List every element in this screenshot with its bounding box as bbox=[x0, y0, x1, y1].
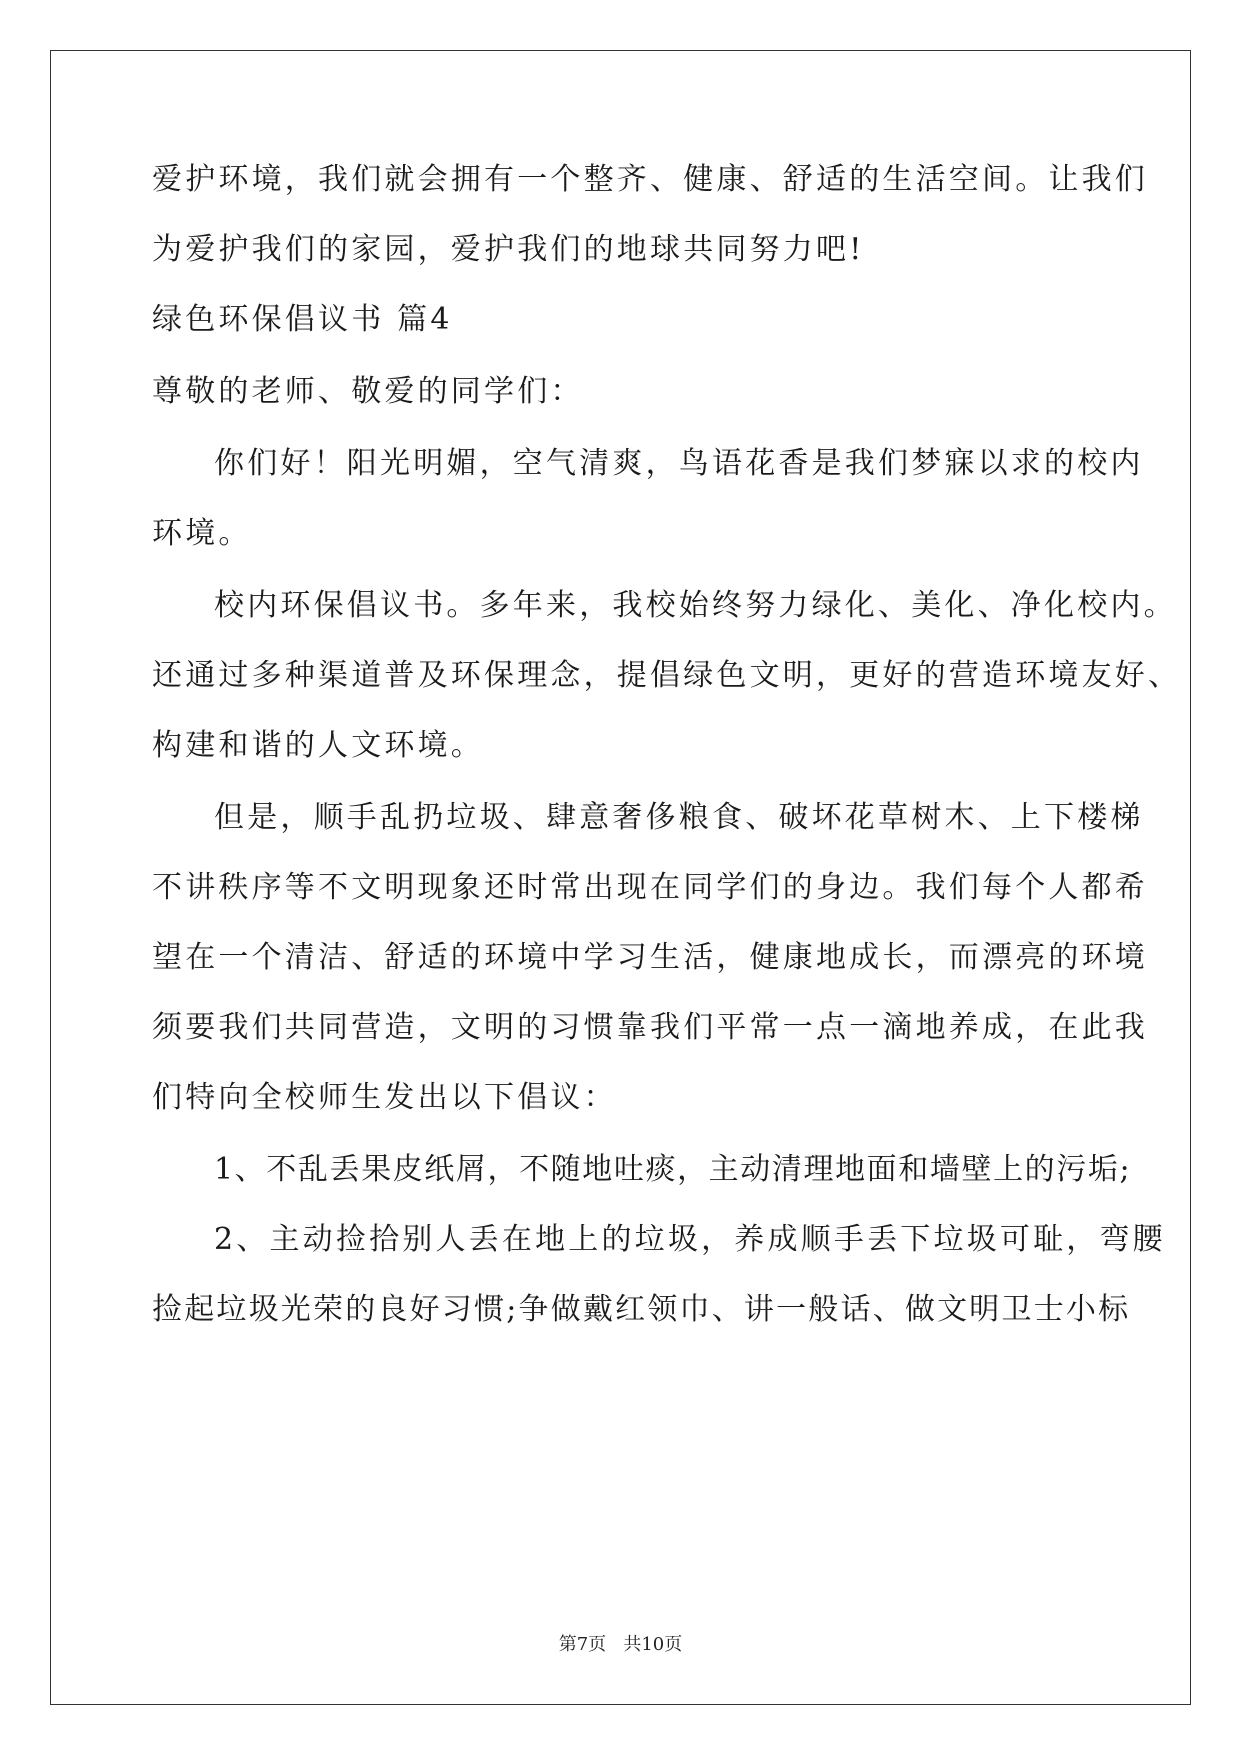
paragraph-line: 环境。 bbox=[152, 516, 252, 551]
paragraph-line: 捡起垃圾光荣的良好习惯;争做戴红领巾、讲一般话、做文明卫士小标 bbox=[152, 1292, 1131, 1327]
paragraph-line: 还通过多种渠道普及环保理念，提倡绿色文明，更好的营造环境友好、 bbox=[152, 658, 1182, 693]
paragraph-line: 不讲秩序等不文明现象还时常出现在同学们的身边。我们每个人都希 bbox=[152, 870, 1148, 905]
page-number: 第7页 共10页 bbox=[558, 1634, 683, 1655]
paragraph-line: 们特向全校师生发出以下倡议： bbox=[152, 1080, 617, 1115]
paragraph-line: 爱护环境，我们就会拥有一个整齐、健康、舒适的生活空间。让我们 bbox=[152, 162, 1148, 197]
paragraph-line: 校内环保倡议书。多年来，我校始终努力绿化、美化、净化校内。 bbox=[214, 588, 1177, 623]
paragraph-line: 你们好！阳光明媚，空气清爽，鸟语花香是我们梦寐以求的校内 bbox=[214, 446, 1144, 481]
salutation: 尊敬的老师、敬爱的同学们： bbox=[152, 374, 584, 409]
paragraph-line: 须要我们共同营造，文明的习惯靠我们平常一点一滴地养成，在此我 bbox=[152, 1010, 1148, 1045]
paragraph-line: 为爱护我们的家园，爱护我们的地球共同努力吧! bbox=[152, 232, 865, 267]
list-item: 1、不乱丢果皮纸屑，不随地吐痰，主动清理地面和墙壁上的污垢; bbox=[214, 1152, 1132, 1187]
paragraph-line: 但是，顺手乱扔垃圾、肆意奢侈粮食、破坏花草树木、上下楼梯 bbox=[214, 800, 1144, 835]
paragraph-line: 望在一个清洁、舒适的环境中学习生活，健康地成长，而漂亮的环境 bbox=[152, 940, 1148, 975]
list-item: 2、主动捡拾别人丢在地上的垃圾，养成顺手丢下垃圾可耻，弯腰 bbox=[214, 1222, 1166, 1257]
section-heading: 绿色环保倡议书 篇4 bbox=[152, 302, 453, 337]
paragraph-line: 构建和谐的人文环境。 bbox=[152, 728, 484, 763]
